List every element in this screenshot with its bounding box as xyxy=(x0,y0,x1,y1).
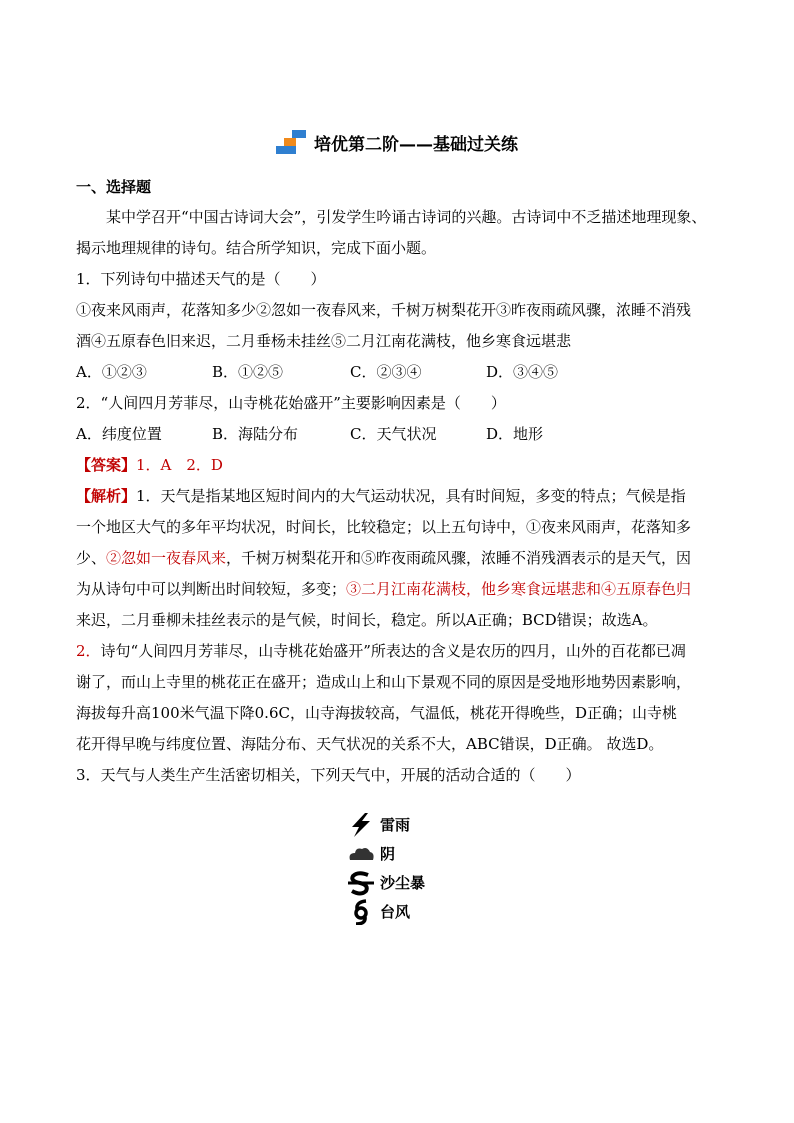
analysis-line: 海拔每升高100米气温下降0.6C，山寺海拔较高，气温低，桃花开得晚些，D正确；山寺桃 xyxy=(76,704,677,722)
intro-line: 某中学召开“中国古诗词大会”，引发学生吟诵古诗词的兴趣。古诗词中不乏描述地理现象、 xyxy=(106,208,707,226)
weather-legend xyxy=(346,810,466,926)
analysis-line: 花开得早晚与纬度位置、海陆分布、天气状况的关系不大，ABC错误，D正确。 故选D。 xyxy=(76,735,664,753)
analysis-line: 少、②忽如一夜春风来，千树万树梨花开和⑤昨夜雨疏风骤，浓睡不消残酒表示的是天气，因 xyxy=(76,549,692,567)
title-row xyxy=(0,128,794,160)
analysis-line: 2．诗句“人间四月芳菲尽，山寺桃花始盛开”所表达的含义是农历的四月，山外的百花都已凋 xyxy=(76,642,686,660)
legend-label: 阴 xyxy=(380,845,396,863)
typhoon-icon xyxy=(346,899,376,925)
question-3-stem: 3．天气与人类生产生活密切相关，下列天气中，开展的活动合适的（ ） xyxy=(76,766,581,784)
section-heading: 一、选择题 xyxy=(76,178,152,196)
option-b: B．海陆分布 xyxy=(212,425,299,443)
answer-tag: 【答案】 xyxy=(76,456,137,474)
analysis-line: 为从诗句中可以判断出时间较短，多变；③二月江南花满枝，他乡寒食远堪悲和④五原春色归 xyxy=(76,580,692,598)
question-1-body: ①夜来风雨声，花落知多少②忽如一夜春风来，千树万树梨花开③昨夜雨疏风骤，浓睡不消残 xyxy=(76,301,692,319)
legend-item xyxy=(346,868,466,897)
legend-label: 沙尘暴 xyxy=(380,874,426,892)
stairs-logo-icon xyxy=(276,128,308,156)
legend-item xyxy=(346,897,466,926)
analysis-line: 谢了，而山上寺里的桃花正在盛开；造成山上和山下景观不同的原因是受地形地势因素影响， xyxy=(76,673,692,691)
question-1-options xyxy=(76,357,724,388)
option-d: D．③④⑤ xyxy=(486,363,559,381)
legend-item xyxy=(346,810,466,839)
analysis-tag: 【解析】 xyxy=(76,487,137,505)
question-2-options xyxy=(76,419,724,450)
page-title: 培优第二阶——基础过关练 xyxy=(314,134,518,155)
answer-line xyxy=(76,450,724,481)
question-1-body: 酒④五原春色旧来迟，二月垂杨未挂丝⑤二月江南花满枝，他乡寒食远堪悲 xyxy=(76,332,572,350)
question-block xyxy=(76,202,724,791)
legend-label: 雷雨 xyxy=(380,816,411,834)
thunderstorm-icon xyxy=(346,812,376,838)
intro-line: 揭示地理规律的诗句。结合所学知识，完成下面小题。 xyxy=(76,239,437,257)
option-d: D．地形 xyxy=(486,425,544,443)
legend-item xyxy=(346,839,466,868)
overcast-icon xyxy=(346,841,376,867)
option-b: B．①②⑤ xyxy=(212,363,284,381)
answer-text: 1．A 2．D xyxy=(136,456,223,474)
analysis-line: 一个地区大气的多年平均状况，时间长，比较稳定；以上五句诗中，①夜来风雨声，花落知多 xyxy=(76,518,692,536)
question-1-stem: 1．下列诗句中描述天气的是（ ） xyxy=(76,270,326,288)
legend-label: 台风 xyxy=(380,903,411,921)
sandstorm-icon xyxy=(346,870,376,896)
option-a: A．纬度位置 xyxy=(76,425,162,443)
option-c: C．②③④ xyxy=(350,363,422,381)
analysis-line: 来迟，二月垂柳未挂丝表示的是气候，时间长，稳定。所以A正确；BCD错误；故选A。 xyxy=(76,611,658,629)
question-2-stem: 2．“人间四月芳菲尽，山寺桃花始盛开”主要影响因素是（ ） xyxy=(76,394,506,412)
analysis-line: 【解析】1．天气是指某地区短时间内的大气运动状况，具有时间短，多变的特点；气候是指 xyxy=(76,487,686,505)
option-c: C．天气状况 xyxy=(350,425,437,443)
option-a: A．①②③ xyxy=(76,363,147,381)
